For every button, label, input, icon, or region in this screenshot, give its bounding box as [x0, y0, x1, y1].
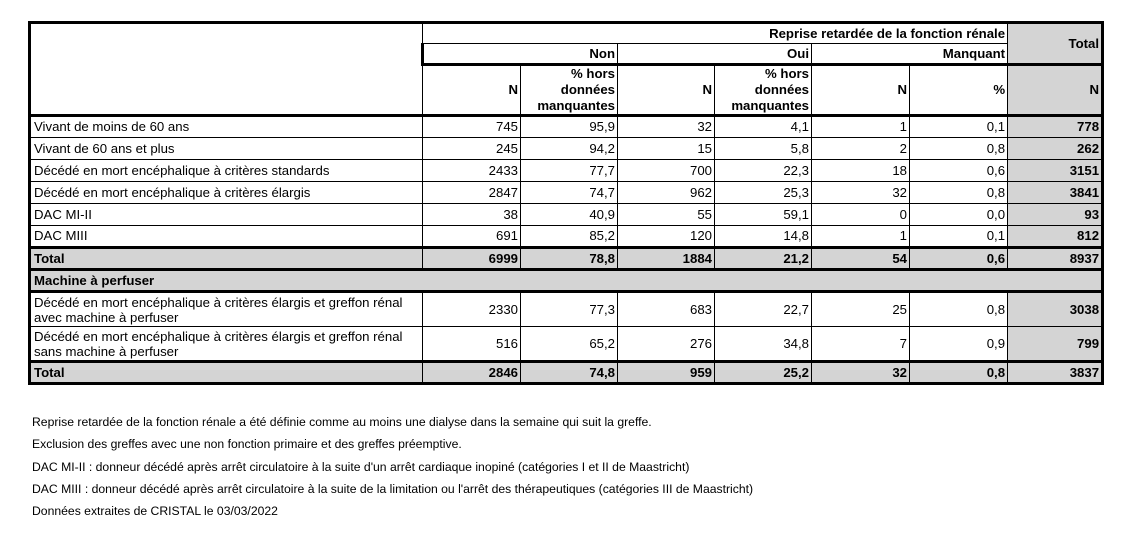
table-row: [30, 116, 1103, 138]
row-label: Vivant de 60 ans et plus: [30, 138, 423, 160]
cell-total: 3038: [1008, 292, 1103, 327]
cell-oui-n: 962: [618, 182, 715, 204]
cell-oui-pct: 34,8: [715, 327, 812, 362]
group-title: Reprise retardée de la fonction rénale: [423, 23, 1008, 44]
cell-oui-pct: 22,7: [715, 292, 812, 327]
footnote: DAC MIII : donneur décédé après arrêt circulatoire à la suite de la limitation ou l'arrêt des thérapeutiques (catégories III de Maastricht): [32, 481, 754, 496]
cell-non-n: 2433: [423, 160, 521, 182]
cell-non-pct: 77,7: [521, 160, 618, 182]
total-total: 3837: [1008, 362, 1103, 384]
row-label: Décédé en mort encéphalique à critères élargis: [30, 182, 423, 204]
cell-oui-pct: 4,1: [715, 116, 812, 138]
cell-oui-n: 32: [618, 116, 715, 138]
cell-non-pct: 74,7: [521, 182, 618, 204]
cell-non-pct: 85,2: [521, 226, 618, 248]
table-row: [30, 204, 1103, 226]
total-oui-pct: 25,2: [715, 362, 812, 384]
section-row: [30, 270, 1103, 292]
cell-man-n: 2: [812, 138, 910, 160]
total-non-n: 2846: [423, 362, 521, 384]
cell-man-pct: 0,1: [910, 116, 1008, 138]
non-header: Non: [423, 44, 618, 65]
cell-non-pct: 94,2: [521, 138, 618, 160]
row-label: Décédé en mort encéphalique à critères élargis et greffon rénal avec machine à perfuser: [30, 292, 423, 327]
total-non-pct: 74,8: [521, 362, 618, 384]
cell-oui-pct: 22,3: [715, 160, 812, 182]
row-label: DAC MIII: [30, 226, 423, 248]
table-row: [30, 182, 1103, 204]
total-label: Total: [30, 248, 423, 270]
table-row: [30, 327, 1103, 362]
cell-non-pct: 77,3: [521, 292, 618, 327]
total-man-pct: 0,6: [910, 248, 1008, 270]
oui-n-header: N: [618, 65, 715, 116]
cell-man-n: 0: [812, 204, 910, 226]
total-row: [30, 362, 1103, 384]
cell-oui-n: 55: [618, 204, 715, 226]
total-label: Total: [30, 362, 423, 384]
cell-man-pct: 0,1: [910, 226, 1008, 248]
total-total: 8937: [1008, 248, 1103, 270]
total-non-pct: 78,8: [521, 248, 618, 270]
cell-man-pct: 0,0: [910, 204, 1008, 226]
cell-oui-pct: 5,8: [715, 138, 812, 160]
cell-non-n: 691: [423, 226, 521, 248]
cell-non-n: 745: [423, 116, 521, 138]
table-row: [30, 138, 1103, 160]
footnote: Données extraites de CRISTAL le 03/03/2022: [32, 504, 278, 519]
cell-total: 778: [1008, 116, 1103, 138]
cell-oui-n: 15: [618, 138, 715, 160]
total-non-n: 6999: [423, 248, 521, 270]
total-man-n: 54: [812, 248, 910, 270]
cell-non-n: 516: [423, 327, 521, 362]
footnote: Exclusion des greffes avec une non fonction primaire et des greffes préemptive.: [32, 437, 462, 452]
cell-total: 3841: [1008, 182, 1103, 204]
footnote: DAC MI-II : donneur décédé après arrêt circulatoire à la suite d'un arrêt cardiaque inopiné (catégories I et II de Maastricht): [32, 459, 690, 474]
cell-non-pct: 40,9: [521, 204, 618, 226]
cell-total: 262: [1008, 138, 1103, 160]
cell-man-n: 18: [812, 160, 910, 182]
total-man-n: 32: [812, 362, 910, 384]
cell-oui-n: 120: [618, 226, 715, 248]
cell-total: 3151: [1008, 160, 1103, 182]
total-row: [30, 248, 1103, 270]
total-oui-n: 959: [618, 362, 715, 384]
row-label: DAC MI-II: [30, 204, 423, 226]
cell-non-n: 245: [423, 138, 521, 160]
cell-man-n: 7: [812, 327, 910, 362]
row-label: Vivant de moins de 60 ans: [30, 116, 423, 138]
cell-oui-pct: 59,1: [715, 204, 812, 226]
cell-non-pct: 95,9: [521, 116, 618, 138]
total-header: Total: [1008, 23, 1103, 65]
cell-man-pct: 0,8: [910, 292, 1008, 327]
oui-header: Oui: [618, 44, 812, 65]
man-pct-header: %: [910, 65, 1008, 116]
cell-non-n: 2330: [423, 292, 521, 327]
cell-man-n: 1: [812, 116, 910, 138]
cell-oui-n: 683: [618, 292, 715, 327]
total-oui-pct: 21,2: [715, 248, 812, 270]
cell-total: 812: [1008, 226, 1103, 248]
cell-total: 93: [1008, 204, 1103, 226]
cell-non-n: 2847: [423, 182, 521, 204]
total-oui-n: 1884: [618, 248, 715, 270]
header-corner: [30, 23, 423, 116]
non-n-header: N: [423, 65, 521, 116]
cell-man-pct: 0,8: [910, 182, 1008, 204]
cell-oui-n: 276: [618, 327, 715, 362]
data-table: [28, 21, 1104, 385]
total-n-header: N: [1008, 65, 1103, 116]
non-pct-header: % hors données manquantes: [521, 65, 618, 116]
oui-pct-header: % hors données manquantes: [715, 65, 812, 116]
cell-man-pct: 0,9: [910, 327, 1008, 362]
row-label: Décédé en mort encéphalique à critères élargis et greffon rénal sans machine à perfuser: [30, 327, 423, 362]
man-n-header: N: [812, 65, 910, 116]
manquant-header: Manquant: [812, 44, 1008, 65]
cell-oui-pct: 14,8: [715, 226, 812, 248]
cell-man-n: 32: [812, 182, 910, 204]
cell-non-pct: 65,2: [521, 327, 618, 362]
table-row: [30, 160, 1103, 182]
footnotes: [32, 411, 753, 522]
cell-man-n: 1: [812, 226, 910, 248]
table-row: [30, 292, 1103, 327]
footnote: Reprise retardée de la fonction rénale a été définie comme au moins une dialyse dans la semaine qui suit la greffe.: [32, 415, 652, 429]
total-man-pct: 0,8: [910, 362, 1008, 384]
cell-oui-pct: 25,3: [715, 182, 812, 204]
cell-man-n: 25: [812, 292, 910, 327]
row-label: Décédé en mort encéphalique à critères standards: [30, 160, 423, 182]
cell-man-pct: 0,8: [910, 138, 1008, 160]
cell-total: 799: [1008, 327, 1103, 362]
cell-non-n: 38: [423, 204, 521, 226]
cell-oui-n: 700: [618, 160, 715, 182]
cell-man-pct: 0,6: [910, 160, 1008, 182]
section-label: Machine à perfuser: [30, 270, 1103, 292]
table-row: [30, 226, 1103, 248]
